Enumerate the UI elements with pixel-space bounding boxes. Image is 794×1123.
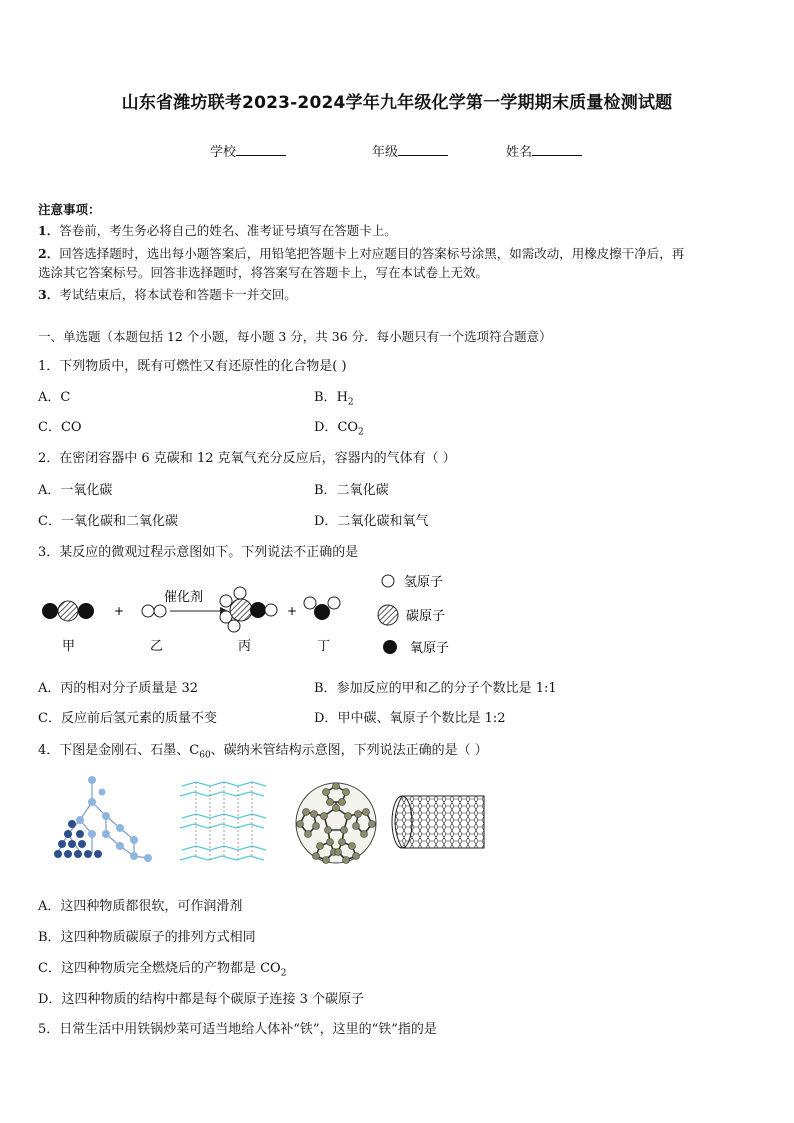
- plus-sign: +: [287, 604, 298, 618]
- subscript: 2: [347, 397, 354, 408]
- name-blank[interactable]: [532, 143, 582, 156]
- q4-option-c[interactable]: [38, 957, 286, 979]
- notice-heading: 注意事项：: [38, 202, 101, 217]
- graphite-structure-image: [176, 776, 271, 868]
- plus-sign: +: [114, 604, 125, 618]
- option-text: 甲中碳、氧原子个数比是 1:2: [337, 711, 506, 726]
- carbon-legend-icon: [378, 605, 398, 625]
- school-field[interactable]: [210, 141, 286, 160]
- option-label: C．: [38, 420, 61, 435]
- q1-option-b[interactable]: [314, 386, 354, 408]
- option-label: C．: [38, 961, 61, 976]
- subscript: 2: [358, 427, 364, 438]
- molecule-yi: [142, 605, 166, 617]
- school-label: 学校: [210, 145, 237, 160]
- grade-field[interactable]: [372, 141, 448, 160]
- stem-part: 4．下图是金刚石、石墨、C: [38, 743, 200, 758]
- option-text: 参加反应的甲和乙的分子个数比是 1:1: [336, 681, 557, 696]
- notice-text: 答卷前，考生务必将自己的姓名、准考证号填写在答题卡上。: [59, 223, 397, 238]
- option-label: A．: [38, 483, 61, 498]
- legend-hydrogen: 氢原子: [404, 575, 444, 590]
- option-text: 这四种物质碳原子的排列方式相同: [60, 930, 256, 945]
- option-text: 二氧化碳: [336, 483, 389, 498]
- legend-carbon: 碳原子: [406, 609, 446, 624]
- label-yi: 乙: [150, 639, 164, 654]
- option-text: CO: [337, 420, 359, 435]
- q1-option-a[interactable]: [38, 386, 70, 405]
- diamond-structure-image: [42, 772, 160, 868]
- option-label: B．: [314, 390, 337, 405]
- option-text: 一氧化碳和二氧化碳: [60, 514, 178, 529]
- q4-option-d[interactable]: [38, 988, 364, 1007]
- option-text: C: [60, 390, 71, 405]
- q3-option-b[interactable]: [314, 677, 557, 696]
- option-text: CO: [60, 420, 82, 435]
- name-field[interactable]: [506, 141, 582, 160]
- notice-item-1: [38, 222, 397, 240]
- option-label: D．: [314, 711, 338, 726]
- page-title: 山东省潍坊联考2023-2024学年九年级化学第一学期期末质量检测试题: [121, 93, 673, 113]
- q3-option-c[interactable]: [38, 707, 217, 726]
- subscript: 2: [280, 968, 287, 979]
- notice-num: 3．: [38, 287, 60, 302]
- option-label: A．: [38, 681, 61, 696]
- c60-structure-image: [290, 778, 382, 868]
- school-blank[interactable]: [236, 143, 286, 156]
- q2-option-b[interactable]: [314, 479, 389, 498]
- molecule-bing: [220, 587, 277, 632]
- legend-oxygen: 氧原子: [410, 641, 450, 656]
- q4-option-b[interactable]: [38, 926, 256, 945]
- catalyst-label: 催化剂: [164, 590, 204, 605]
- q2-option-a[interactable]: [38, 479, 112, 498]
- option-text: 二氧化碳和氧气: [337, 514, 429, 529]
- option-label: C．: [38, 711, 61, 726]
- q4-option-a[interactable]: [38, 895, 242, 914]
- option-text: 这四种物质完全燃烧后的产物都是 CO: [60, 961, 281, 976]
- notice-item-3: [38, 286, 297, 304]
- notice-num: 1．: [38, 223, 60, 238]
- question-2-stem: 2．在密闭容器中 6 克碳和 12 克氧气充分反应后，容器内的气体有（ ）: [38, 451, 456, 466]
- section-heading: 一、单选题（本题包括 12 个小题，每小题 3 分，共 36 分．每小题只有一个选项符合题意）: [38, 329, 552, 344]
- question-1-stem: 1．下列物质中，既有可燃性又有还原性的化合物是( ): [38, 359, 347, 374]
- notice-item-2: [38, 245, 684, 263]
- q2-option-c[interactable]: [38, 510, 178, 529]
- q2-option-d[interactable]: [314, 510, 428, 529]
- molecule-jia: [42, 601, 94, 621]
- molecule-ding: [304, 597, 340, 620]
- option-text: 这四种物质都很软，可作润滑剂: [60, 899, 243, 914]
- question-5-stem: 5．日常生活中用铁锅炒菜可适当地给人体补“铁”，这里的“铁”指的是: [38, 1022, 437, 1037]
- option-label: D．: [314, 514, 338, 529]
- notice-item-2-cont: 选涂其它答案标号。回答非选择题时，将答案写在答题卡上，写在本试卷上无效。: [38, 265, 489, 280]
- option-label: A．: [38, 899, 61, 914]
- grade-label: 年级: [372, 145, 399, 160]
- option-label: B．: [314, 681, 337, 696]
- reaction-diagram: [30, 568, 480, 664]
- q1-option-c[interactable]: [38, 416, 82, 435]
- option-label: D．: [38, 992, 62, 1007]
- option-text: 这四种物质的结构中都是每个碳原子连接 3 个碳原子: [61, 992, 364, 1007]
- option-label: A．: [38, 390, 61, 405]
- hydrogen-legend-icon: [382, 575, 394, 587]
- notice-num: 2．: [38, 246, 60, 261]
- label-bing: 丙: [238, 639, 252, 654]
- label-jia: 甲: [62, 639, 76, 654]
- name-label: 姓名: [506, 145, 533, 160]
- q3-option-a[interactable]: [38, 677, 198, 696]
- question-4-stem: [38, 739, 488, 761]
- option-label: D．: [314, 420, 338, 435]
- option-label: B．: [38, 930, 61, 945]
- option-text: H: [336, 390, 348, 405]
- subscript: 60: [199, 750, 211, 761]
- option-text: 反应前后氢元素的质量不变: [60, 711, 217, 726]
- option-text: 一氧化碳: [60, 483, 113, 498]
- notice-text: 考试结束后，将本试卷和答题卡一并交回。: [59, 287, 297, 302]
- stem-part: 、碳纳米管结构示意图，下列说法正确的是（ ）: [210, 743, 488, 758]
- option-text: 丙的相对分子质量是 32: [60, 681, 199, 696]
- question-3-stem: 3．某反应的微观过程示意图如下。下列说法不正确的是: [38, 545, 359, 560]
- grade-blank[interactable]: [398, 143, 448, 156]
- carbon-nanotube-image: [388, 792, 486, 852]
- option-label: C．: [38, 514, 61, 529]
- q3-option-d[interactable]: [314, 707, 506, 726]
- option-label: B．: [314, 483, 337, 498]
- q1-option-d[interactable]: [314, 416, 364, 438]
- notice-text: 回答选择题时，选出每小题答案后，用铅笔把答题卡上对应题目的答案标号涂黑，如需改动，用橡皮擦干净后，再: [59, 246, 685, 261]
- label-ding: 丁: [317, 639, 331, 654]
- oxygen-legend-icon: [383, 640, 397, 654]
